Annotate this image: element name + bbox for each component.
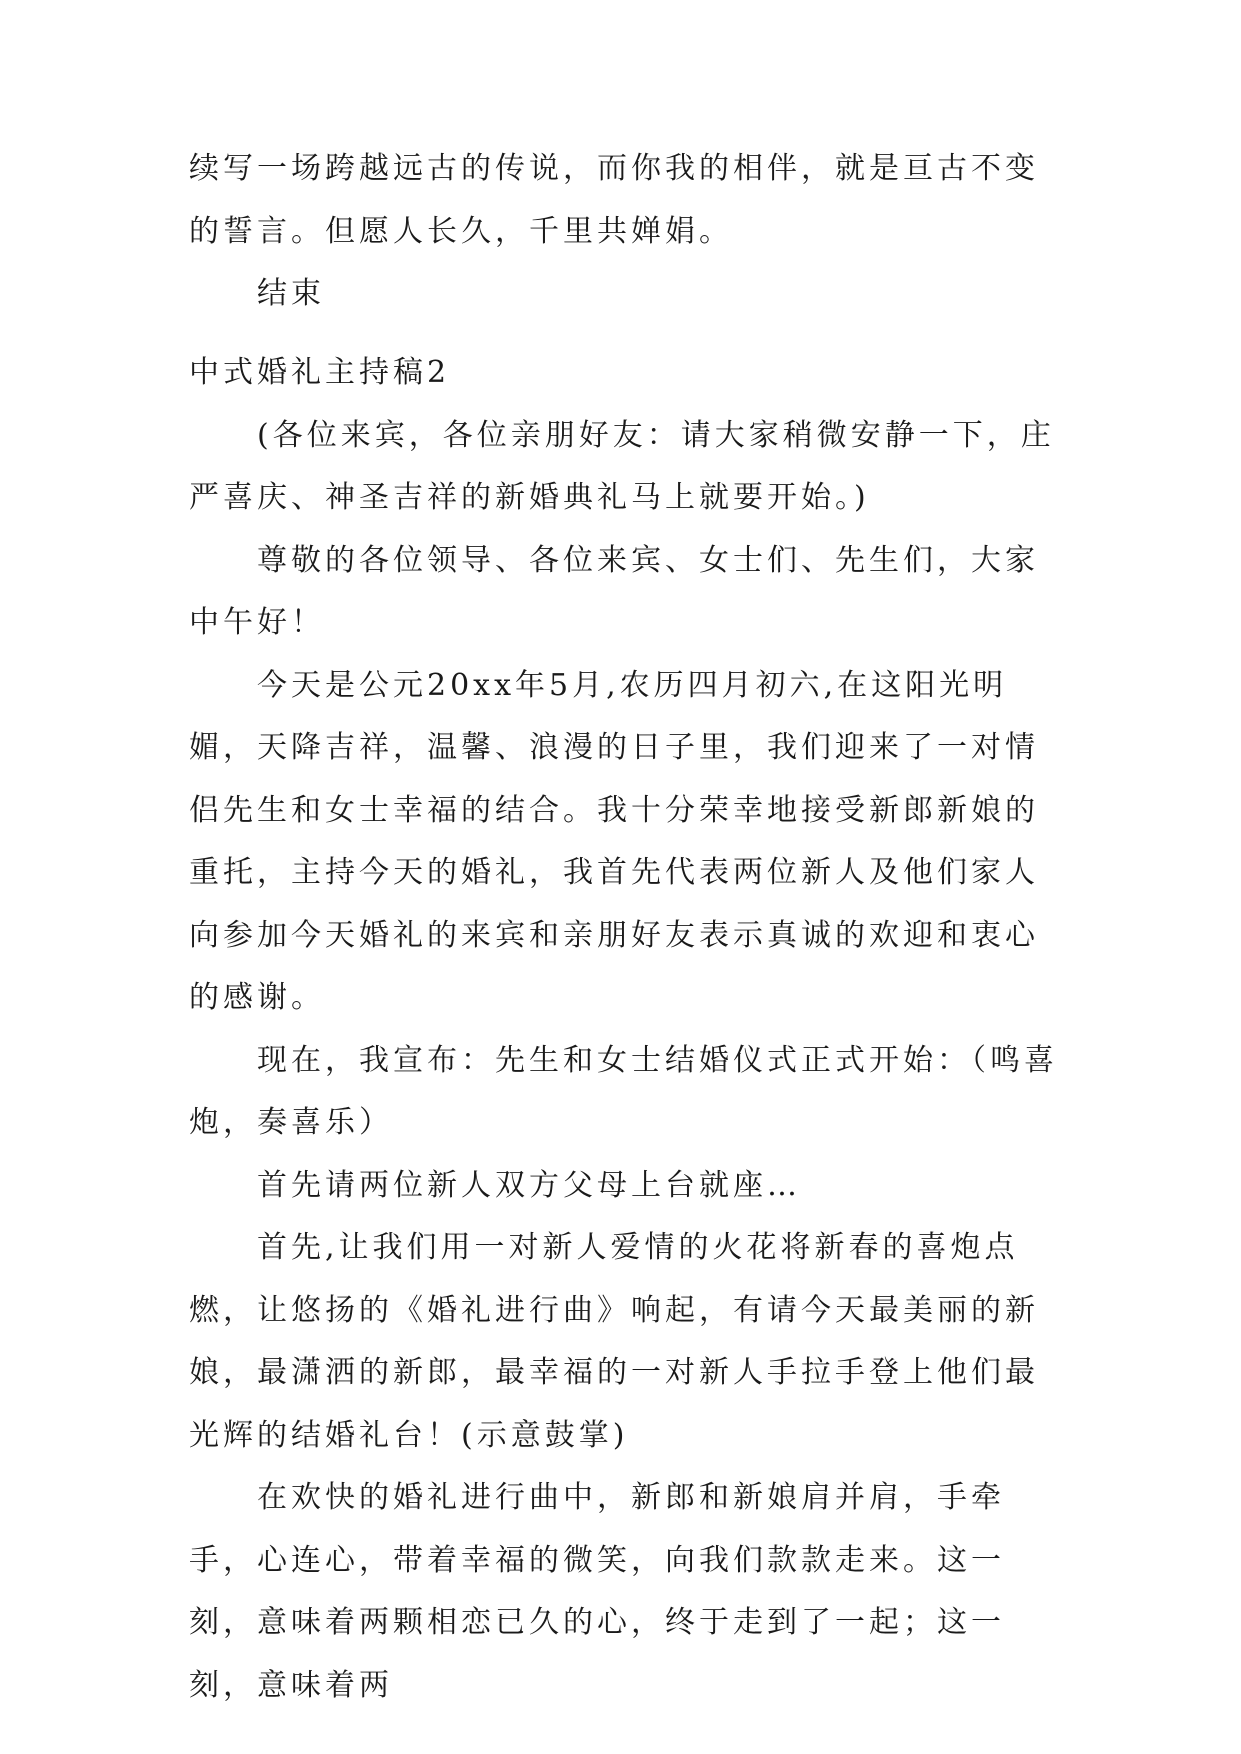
paragraph-walking-together: 在欢快的婚礼进行曲中，新郎和新娘肩并肩，手牵手，心连心，带着幸福的微笑，向我们款款走来。这一刻，意味着两颗相恋已久的心，终于走到了一起；这一刻，意味着两 [189,1480,1005,1703]
section1-tail [189,138,1059,326]
paragraph-date-intro: 今天是公元20xx年5月,农历四月初六,在这阳光明媚，天降吉祥，温馨、浪漫的日子里，我们迎来了一对情侣先生和女士幸福的结合。我十分荣幸地接受新郎新娘的重托，主持今天的婚礼，我首先代表两位新人及他们家人向参加今天婚礼的来宾和亲朋好友表示真诚的欢迎和衷心的感谢。 [189,667,1039,1015]
section-title: 中式婚礼主持稿2 [189,355,451,390]
paragraph-continuation: 续写一场跨越远古的传说，而你我的相伴，就是亘古不变的誓言。但愿人长久，千里共婵娟。 [189,151,1039,249]
paragraph-greeting: 尊敬的各位领导、各位来宾、女士们、先生们，大家中午好！ [189,542,1039,640]
closing-text: 结束 [257,276,325,311]
paragraph-parents-seated: 首先请两位新人双方父母上台就座… [257,1167,801,1203]
section2 [189,342,1059,1717]
paragraph-couple-entrance: 首先,让我们用一对新人爱情的火花将新春的喜炮点燃，让悠扬的《婚礼进行曲》响起，有请今天最美丽的新娘，最潇洒的新郎，最幸福的一对新人手拉手登上他们最光辉的结婚礼台！(示意鼓掌) [189,1230,1039,1453]
paragraph-ceremony-start: 现在，我宣布：先生和女士结婚仪式正式开始：（鸣喜炮，奏喜乐） [189,1042,1058,1140]
paragraph-opening-notice: (各位来宾，各位亲朋好友：请大家稍微安静一下，庄严喜庆、神圣吉祥的新婚典礼马上就要开始。) [189,417,1055,515]
